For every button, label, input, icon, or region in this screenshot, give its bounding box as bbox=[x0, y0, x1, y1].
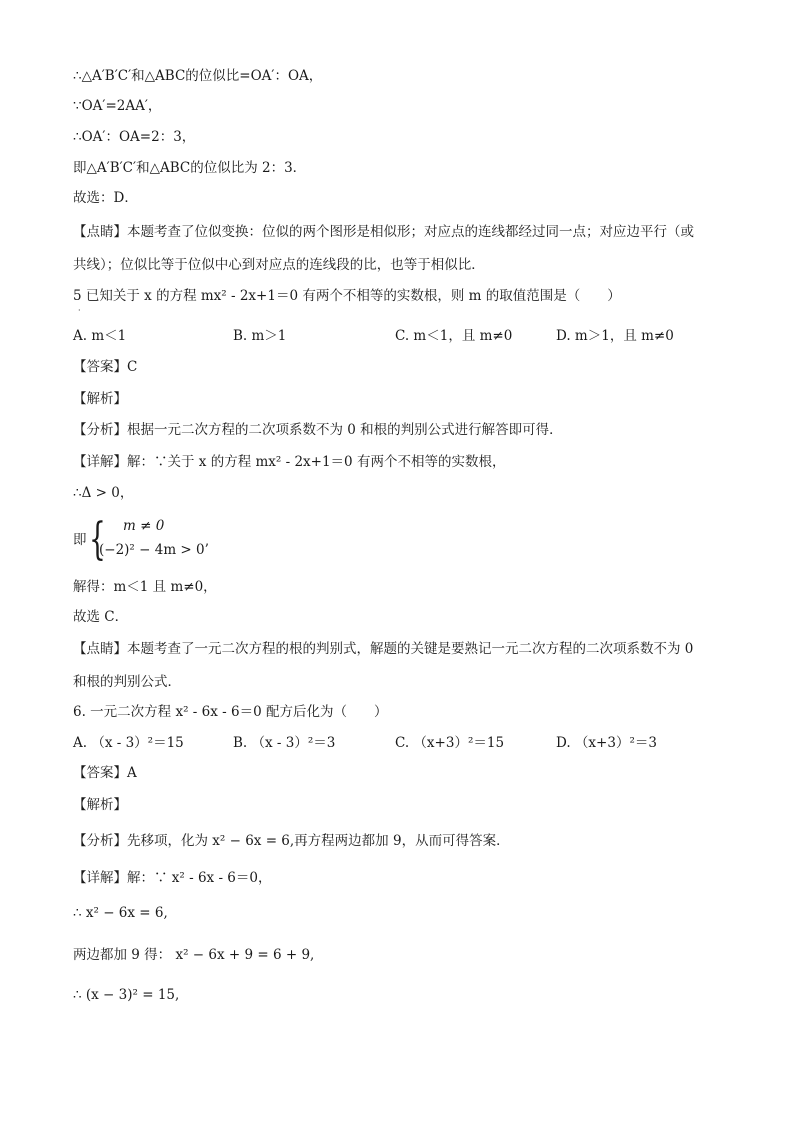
q6-analysis: 【分析】先移项，化为 x² − 6x = 6,再方程两边都加 9，从而可得答案． bbox=[73, 833, 510, 849]
equation-system bbox=[73, 514, 313, 566]
question-6: 6. 一元二次方程 x² - 6x - 6＝0 配方后化为（ ） bbox=[73, 704, 388, 720]
q5-option-b: B. m＞1 bbox=[233, 328, 287, 344]
q6-option-a: A. （x - 3）²＝15 bbox=[73, 735, 184, 751]
remark-line-2: 共线）；位似比等于位似中心到对应点的连线段的比，也等于相似比． bbox=[73, 257, 485, 273]
q5-detail: 【详解】解：∵关于 x 的方程 mx² - 2x+1＝0 有两个不相等的实数根， bbox=[73, 454, 506, 470]
q6-option-c: C. （x+3）²＝15 bbox=[395, 735, 505, 751]
q5-remark-2: 和根的判别公式． bbox=[73, 674, 181, 690]
q6-step-3: ∴ (x − 3)² = 15, bbox=[73, 987, 180, 1003]
q6-step-1: ∴ x² − 6x = 6, bbox=[73, 905, 168, 921]
text-line-5: 故选：D． bbox=[73, 190, 138, 206]
text-line-1: ∴△A′B′C′和△ABC的位似比=OA′：OA， bbox=[73, 68, 323, 84]
q6-option-b: B. （x - 3）²＝3 bbox=[233, 735, 336, 751]
text-line-4: 即△A′B′C′和△ABC的位似比为 2：3． bbox=[73, 160, 307, 176]
dot-mark: · bbox=[78, 306, 81, 315]
q5-solve: 解得：m＜1 且 m≠0， bbox=[73, 579, 217, 595]
q5-analysis-label: 【解析】 bbox=[73, 391, 127, 407]
q6-option-d: D. （x+3）²＝3 bbox=[556, 735, 657, 751]
text-line-2: ∵OA′=2AA′， bbox=[73, 98, 162, 114]
q5-remark-1: 【点睛】本题考查了一元二次方程的根的判别式，解题的关键是要熟记一元二次方程的二次项系数不为 0 bbox=[73, 641, 694, 657]
q6-analysis-label: 【解析】 bbox=[73, 797, 127, 813]
system-top: m ≠ 0 bbox=[123, 518, 165, 534]
q5-analysis: 【分析】根据一元二次方程的二次项系数不为 0 和根的判别公式进行解答即可得． bbox=[73, 422, 563, 438]
q6-answer: 【答案】A bbox=[73, 765, 137, 781]
system-bottom: (−2)² − 4m > 0’ bbox=[99, 542, 209, 558]
q5-option-c: C. m＜1，且 m≠0 bbox=[395, 328, 513, 344]
question-5: 5 已知关于 x 的方程 mx² - 2x+1＝0 有两个不相等的实数根，则 m 的取值范围是（ ） bbox=[73, 288, 621, 304]
q6-detail: 【详解】解：∵ x² - 6x - 6＝0， bbox=[73, 870, 272, 886]
q5-option-a: A. m＜1 bbox=[73, 328, 127, 344]
system-lead: 即 bbox=[73, 532, 87, 548]
text-line-3: ∴OA′：OA=2：3， bbox=[73, 129, 196, 145]
q6-step-2: 两边都加 9 得： x² − 6x + 9 = 6 + 9, bbox=[73, 947, 315, 963]
remark-line-1: 【点睛】本题考查了位似变换：位似的两个图形是相似形；对应点的连线都经过同一点；对应边平行（或 bbox=[73, 224, 694, 240]
q5-choose: 故选 C． bbox=[73, 609, 129, 625]
left-brace: { bbox=[89, 514, 106, 565]
q5-option-d: D. m＞1，且 m≠0 bbox=[556, 328, 674, 344]
q5-answer: 【答案】C bbox=[73, 359, 138, 375]
q5-delta: ∴Δ > 0， bbox=[73, 485, 134, 501]
